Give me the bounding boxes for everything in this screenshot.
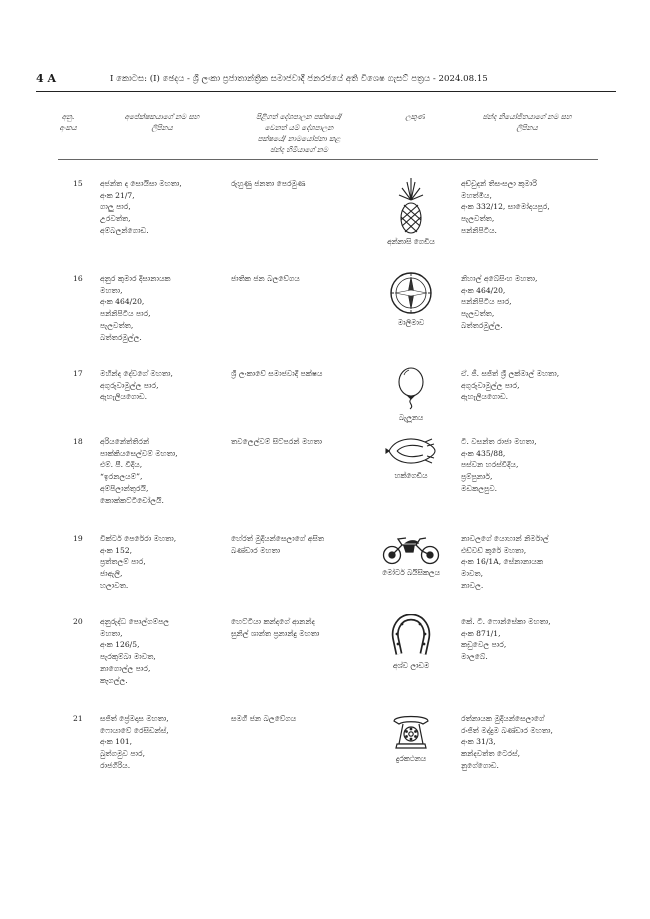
candidate-name-address: වික්ටර් පෙරේරා මහතා, අංක 152, ප්‍රත්තලම් පාර, ජාඇලි, හලාවත. <box>100 534 177 590</box>
row-number: 16 <box>73 274 83 283</box>
column-heading-symbol: ලකුණ <box>405 112 425 121</box>
symbol-label: අන්නාසි ගෙඩිය <box>387 237 435 246</box>
row-number: 18 <box>73 437 83 446</box>
symbol-cell <box>376 271 446 329</box>
symbol-cell <box>376 434 446 482</box>
column-heading-agent: ඡන්ද නියෝජිතයාගේ නම සහ ලිපිනය <box>482 112 572 132</box>
page-number: 4 A <box>36 72 57 85</box>
agent-name-address: රත්නායක මුදියන්සෙලාගේ රංජිත් මද්දුම බණ්ඩාර මහතා, අංක 31/3, කන්දවත්ත ටෙරස්, නුගේගොඩ. <box>461 714 553 770</box>
party-name: හෙට්ටියා කන්දගේ ආනන්ද සුනිල් ශාන්ත ප්‍රනාන්දු මහතා <box>231 617 320 638</box>
agent-name-address: නාවලගේ යොහාන් නිර්මාල් එඩ්වඩ් කුරේ මහතා, අංක 16/1A, සේනානායක මාවත, නාවල. <box>461 534 549 590</box>
symbol-cell <box>376 614 446 672</box>
symbol-cell <box>376 533 446 579</box>
candidate-name-address: අනුරුද්ධ පොල්ගම්පල මහතා, අංක 126/5, පැරකුම්බා මාවත, නාගොල්ල පාර, කෑගල්ල. <box>100 617 170 685</box>
symbol-label: මෝටර් බයිසිකලය <box>382 568 440 577</box>
agent-name-address: ටී. වසන්ත රාජා මහතා, අංක 435/88, පස්වන හරස්වීදිය, ප්‍රම්පුනාර්, මඩකලපුව. <box>461 437 537 493</box>
page-header <box>36 70 616 88</box>
column-heading-number: අනු. අංකය <box>59 112 77 132</box>
row-number: 21 <box>73 714 83 723</box>
row-number: 20 <box>73 617 83 626</box>
conch-shell-icon <box>385 434 437 468</box>
agent-name-address: කේ. ටී. ෆොන්සේකා මහතා, අංක 871/1, කඩුවෙල පාර, මාලබේ. <box>461 617 551 662</box>
compass-icon <box>389 271 433 315</box>
gazette-title: I කොටස: (I) ඡෙදය - ශ්‍රී ලංකා ප්‍රජාතාන්ත්‍රික සමාජවාදී ජනරජයේ අති විශෙෂ ගැසට් පත්‍රය - 2024.08.15 <box>110 74 488 84</box>
candidate-name-address: අනුර කුමාර දිසානායක මහතා, අංක 464/20, පන්නිපිටිය පාර, පැලවත්ත, බත්තරමුල්ල. <box>100 274 171 342</box>
party-name: ජාතික ජන බලවේගය <box>231 274 300 283</box>
party-name: රුහුණු ජනතා පෙරමුණ <box>231 179 306 188</box>
party-name: ශ්‍රී ලංකාවේ සමාජවාදී පක්ෂය <box>231 369 323 378</box>
party-name: තවලෙල්වම් සිට්පරන් මහතා <box>231 437 323 446</box>
symbol-label: බැලූනය <box>398 413 424 422</box>
symbol-label: මාලිමාව <box>397 318 425 327</box>
candidate-name-address: මහින්ද දේවගේ මහතා, අගුරුවාමුල්ල පාර, ඇහැලියගොඩ. <box>100 369 173 402</box>
symbol-cell <box>376 176 446 248</box>
motorcycle-icon <box>380 533 442 565</box>
candidate-name-address: අරියනේත්තිරන් පාක්කියසෙල්වම් මහතා, එම්. පී. වීදිය, “ඉරනලයම්”, අම්පිලාන්තුරයි, කොක්කට්ටිචෝලයි. <box>100 437 178 505</box>
balloon-icon <box>393 366 429 410</box>
symbol-cell <box>376 711 446 765</box>
pineapple-icon <box>393 176 429 234</box>
agent-name-address: අච්චුදන් තිසංසලා කුමාරි මහත්මිය, අංක 332/12, සාමෝදයපුර, පැලවත්ත, පන්නිපිටිය. <box>461 179 550 235</box>
party-name: හේරත් මුදියන්සෙලාගේ අසිත බණ්ඩාර මහතා <box>231 534 325 555</box>
row-number: 19 <box>73 534 83 543</box>
candidate-name-address: අජන්ත ද සොයිසා මහතා, අංක 21/7, ගාලු පාර, උරවත්ත, අම්බලන්ගොඩ. <box>100 179 182 235</box>
symbol-label: අශ්ව ලාඩම <box>392 661 430 670</box>
candidate-name-address: සජිත් ප්‍රේමදාස මහතා, ෆොයාවේ රෙසිඩන්ස්, අංක 101, බුත්ගමුව පාර, රාජගිරිය. <box>100 714 169 770</box>
symbol-label: දුරකථනය <box>395 754 427 763</box>
column-heading-candidate: අපේක්ෂකයාගේ නම සහ ලිපිනය <box>124 112 200 132</box>
row-number: 17 <box>73 369 83 378</box>
row-number: 15 <box>73 179 83 188</box>
party-name: සමගි ජන බලවේගය <box>231 714 297 723</box>
column-heading-rule <box>58 159 598 160</box>
telephone-icon <box>389 711 433 751</box>
horseshoe-icon <box>390 614 432 658</box>
symbol-label: හක්ගෙඩිය <box>394 471 428 480</box>
agent-name-address: ඒ. ජී. සජිත් ශ්‍රී ලක්මාල් මහතා, අගුරුවාමුල්ල පාර, ඇහැලියගොඩ. <box>461 369 560 402</box>
symbol-cell <box>376 366 446 424</box>
header-rule <box>36 91 616 92</box>
agent-name-address: නිහාල් අබේසිංහ මහතා, අංක 464/20, පන්නිපිටිය පාර, පැලවත්ත, බත්තරමුල්ල. <box>461 274 538 330</box>
column-heading-party: පිළිගත් දේශපාලන පක්ෂයේ/ වෙනත් යම් දේශපාලන පක්ෂයේ/ නාමයෝජනා කළ ඡන්ද හිමියාගේ නම <box>256 112 342 154</box>
